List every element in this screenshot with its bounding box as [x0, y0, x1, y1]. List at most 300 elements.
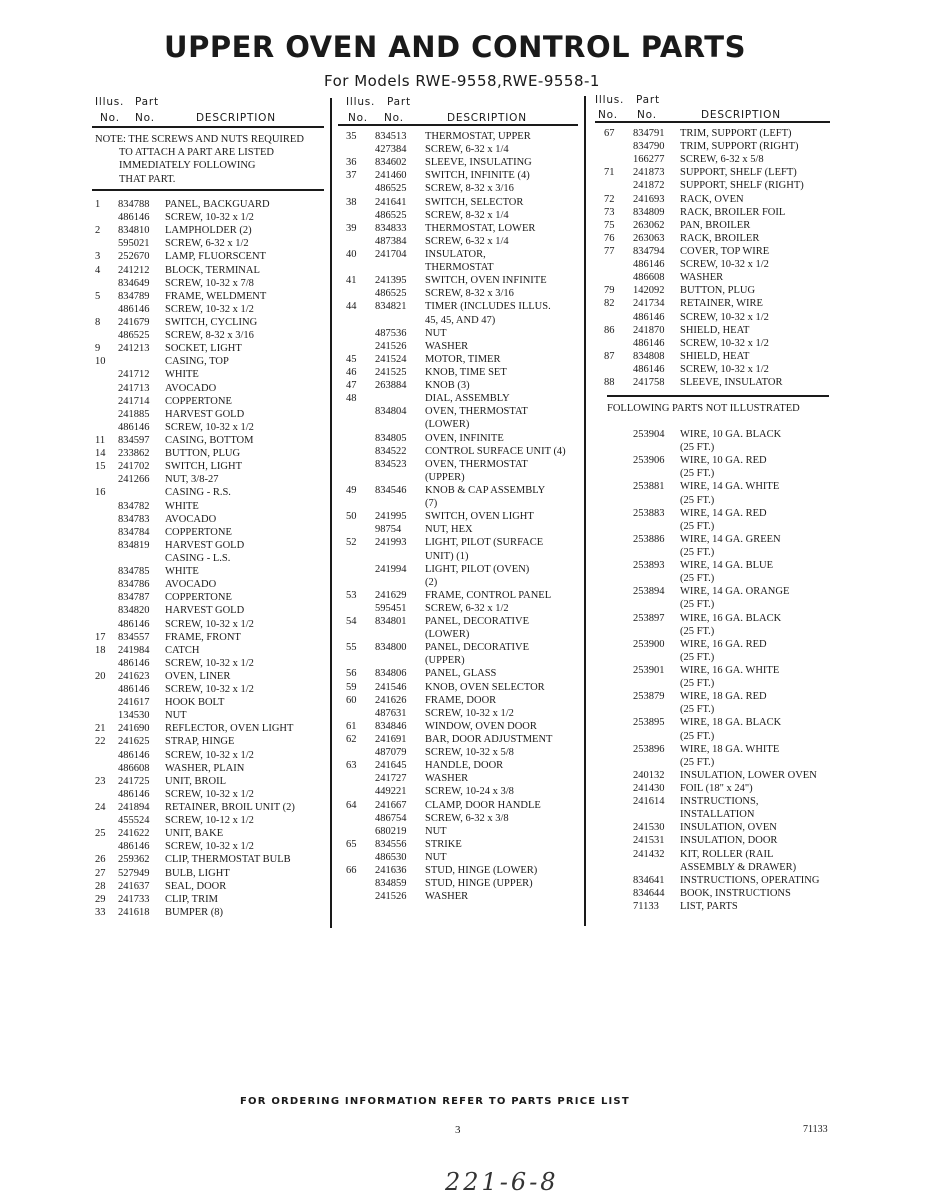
- part-no: 834801: [375, 616, 407, 628]
- description: BOOK, INSTRUCTIONS: [680, 887, 791, 899]
- description: COPPERTONE: [165, 526, 232, 538]
- illus-no: 25: [95, 828, 106, 840]
- note-rule: [92, 189, 324, 191]
- part-no: 98754: [375, 524, 402, 536]
- description: STUD, HINGE (UPPER): [425, 878, 533, 890]
- table-row: [95, 513, 330, 526]
- part-no: 427384: [375, 144, 407, 156]
- description: RETAINER, WIRE: [680, 298, 763, 310]
- table-row: [346, 510, 584, 523]
- part-no: 834546: [375, 484, 407, 496]
- illus-no: 64: [346, 799, 357, 811]
- description: RACK, BROILER: [680, 232, 760, 244]
- description: UNIT) (1): [425, 550, 469, 562]
- part-no: 263062: [633, 219, 665, 231]
- header-description: DESCRIPTION: [196, 112, 276, 124]
- part-no: 253881: [633, 481, 665, 493]
- table-row: [604, 572, 834, 585]
- description: COVER, TOP WIRE: [680, 245, 770, 257]
- table-row: [604, 834, 834, 847]
- part-no: 241713: [118, 382, 150, 394]
- illus-no: 16: [95, 487, 106, 499]
- table-row: [95, 486, 330, 499]
- part-no: 834644: [633, 887, 665, 899]
- part-no: 241623: [118, 670, 150, 682]
- table-row: [604, 559, 834, 572]
- part-no: 834649: [118, 277, 150, 289]
- table-row: [604, 297, 834, 310]
- description: WIRE, 14 GA. RED: [680, 507, 767, 519]
- description: BUTTON, PLUG: [165, 448, 241, 460]
- table-row: [346, 615, 584, 628]
- illus-no: 61: [346, 720, 357, 732]
- part-no: 487631: [375, 707, 407, 719]
- table-row: [95, 618, 330, 631]
- illus-no: 71: [604, 167, 615, 179]
- table-row: [346, 641, 584, 654]
- description: (25 FT.): [680, 651, 715, 663]
- part-no: 834805: [375, 432, 407, 444]
- part-no: 486525: [375, 288, 407, 300]
- illus-no: 65: [346, 838, 357, 850]
- part-no: 834783: [118, 513, 150, 525]
- illus-no: 10: [95, 356, 106, 368]
- description: SCREW, 10-32 x 1/2: [165, 657, 254, 669]
- table-row: [604, 480, 834, 493]
- description: (25 FT.): [680, 442, 715, 454]
- doc-code: 71133: [803, 1124, 828, 1135]
- part-no: 834786: [118, 579, 150, 591]
- part-no: 134530: [118, 710, 150, 722]
- description: THERMOSTAT: [425, 262, 494, 274]
- description: OVEN, LINER: [165, 670, 231, 682]
- part-no: 241625: [118, 736, 150, 748]
- description: SCREW, 6-32 x 1/4: [425, 144, 509, 156]
- part-no: 241725: [118, 775, 150, 787]
- table-row: [95, 696, 330, 709]
- part-no: 241212: [118, 264, 150, 276]
- table-row: [346, 733, 584, 746]
- table-row: [95, 722, 330, 735]
- description: FRAME, DOOR: [425, 694, 497, 706]
- part-no: 253883: [633, 507, 665, 519]
- table-row: [95, 840, 330, 853]
- description: NUT: [425, 852, 447, 864]
- description: ASSEMBLY & DRAWER): [680, 861, 797, 873]
- table-row: [95, 316, 330, 329]
- illus-no: 4: [95, 264, 101, 276]
- part-no: 834513: [375, 131, 407, 142]
- illus-no: 23: [95, 775, 106, 787]
- part-no: 241636: [375, 865, 407, 877]
- part-no: 595021: [118, 238, 150, 250]
- header-part: Part: [387, 96, 411, 108]
- header-rule: [92, 126, 324, 128]
- part-no: 241641: [375, 196, 407, 208]
- part-no: 240132: [633, 769, 665, 781]
- description: SCREW, 8-32 x 3/16: [165, 330, 254, 342]
- header-no: No.: [384, 112, 404, 124]
- table-row: [95, 303, 330, 316]
- part-no: 834809: [633, 206, 665, 218]
- parts-column-3: [604, 127, 834, 389]
- part-no: 241531: [633, 835, 665, 847]
- illus-no: 11: [95, 434, 106, 446]
- part-no: 253904: [633, 429, 665, 440]
- part-no: 486146: [633, 259, 665, 271]
- part-no: 834859: [375, 878, 407, 890]
- header-illus: Illus.: [595, 94, 625, 106]
- description: UNIT, BROIL: [165, 775, 227, 787]
- description: LAMP, FLUORSCENT: [165, 251, 266, 263]
- description: OVEN, THERMOSTAT: [425, 458, 528, 470]
- illus-no: 77: [604, 245, 615, 257]
- description: SCREW, 10-32 x 1/2: [425, 707, 514, 719]
- table-row: [604, 612, 834, 625]
- description: WIRE, 14 GA. WHITE: [680, 481, 780, 493]
- part-no: 241691: [375, 734, 407, 746]
- description: SCREW, 8-32 x 3/16: [425, 183, 514, 195]
- illus-no: 54: [346, 616, 357, 628]
- table-row: [604, 193, 834, 206]
- description: LIGHT, PILOT (SURFACE: [425, 537, 544, 549]
- description: PAN, BROILER: [680, 219, 751, 231]
- part-no: 241994: [375, 563, 407, 575]
- table-row: [346, 353, 584, 366]
- part-no: 486608: [118, 762, 150, 774]
- table-row: [346, 825, 584, 838]
- table-row: [346, 182, 584, 195]
- part-no: 241712: [118, 369, 150, 381]
- table-row: [95, 198, 330, 211]
- table-row: [346, 432, 584, 445]
- illus-no: 60: [346, 694, 357, 706]
- part-no: 241629: [375, 589, 407, 601]
- table-row: [604, 782, 834, 795]
- description: KNOB, TIME SET: [425, 366, 507, 378]
- table-row: [604, 232, 834, 245]
- table-row: [604, 337, 834, 350]
- table-row: [95, 749, 330, 762]
- table-row: [346, 143, 584, 156]
- description: CLAMP, DOOR HANDLE: [425, 799, 541, 811]
- part-no: 241626: [375, 694, 407, 706]
- description: SCREW, 8-32 x 1/4: [425, 209, 509, 221]
- table-row: [346, 287, 584, 300]
- description: AVOCADO: [165, 579, 217, 591]
- table-row: [95, 644, 330, 657]
- illus-no: 3: [95, 251, 101, 263]
- table-row: [604, 324, 834, 337]
- description: SOCKET, LIGHT: [165, 343, 242, 355]
- table-row: [95, 631, 330, 644]
- table-row: [95, 827, 330, 840]
- part-no: 486146: [633, 311, 665, 323]
- part-no: 241266: [118, 474, 150, 486]
- header-no: No.: [100, 112, 120, 124]
- part-no: 241395: [375, 275, 407, 287]
- part-no: 241704: [375, 248, 407, 260]
- table-row: [346, 576, 584, 589]
- header-illus: Illus.: [95, 96, 125, 108]
- description: SWITCH, CYCLING: [165, 316, 258, 328]
- description: SWITCH, SELECTOR: [425, 196, 524, 208]
- table-row: [346, 759, 584, 772]
- table-row: [346, 838, 584, 851]
- description: TIMER (INCLUDES ILLUS.: [425, 301, 551, 313]
- part-no: 834833: [375, 222, 407, 234]
- part-no: 253897: [633, 612, 665, 624]
- table-row: [346, 589, 584, 602]
- illus-no: 53: [346, 589, 357, 601]
- column-divider: [330, 98, 332, 928]
- description: CASING, TOP: [165, 356, 229, 368]
- description: SHIELD, HEAT: [680, 324, 750, 336]
- table-row: [604, 861, 834, 874]
- table-row: [346, 654, 584, 667]
- part-no: 241872: [633, 180, 665, 192]
- table-row: [604, 651, 834, 664]
- part-no: 253901: [633, 664, 665, 676]
- table-row: [604, 140, 834, 153]
- part-no: 241618: [118, 906, 150, 918]
- header-no: No.: [598, 109, 618, 121]
- note-line: NOTE: THE SCREWS AND NUTS REQUIRED: [95, 134, 304, 145]
- illus-no: 55: [346, 642, 357, 654]
- table-row: [346, 471, 584, 484]
- description: SCREW, 10-32 x 7/8: [165, 277, 254, 289]
- description: SCREW, 10-32 x 1/2: [680, 259, 769, 271]
- description: WIRE, 18 GA. RED: [680, 691, 767, 703]
- description: NUT, HEX: [425, 524, 473, 536]
- table-row: [604, 166, 834, 179]
- description: SCREW, 6-32 x 1/2: [165, 238, 249, 250]
- part-no: 241525: [375, 366, 407, 378]
- part-no: 259362: [118, 854, 150, 866]
- illus-no: 62: [346, 734, 357, 746]
- note-line: TO ATTACH A PART ARE LISTED: [119, 147, 274, 159]
- description: (2): [425, 576, 438, 588]
- table-row: [604, 848, 834, 861]
- part-no: 834791: [633, 128, 665, 139]
- table-row: [95, 735, 330, 748]
- table-row: [604, 743, 834, 756]
- illus-no: 9: [95, 343, 101, 355]
- table-row: [604, 585, 834, 598]
- description: PANEL, DECORATIVE: [425, 616, 530, 628]
- description: SWITCH, OVEN INFINITE: [425, 275, 547, 287]
- page-title: UPPER OVEN AND CONTROL PARTS: [164, 30, 746, 64]
- part-no: 834794: [633, 245, 665, 257]
- description: SHIELD, HEAT: [680, 350, 750, 362]
- description: SWITCH, LIGHT: [165, 461, 242, 473]
- illus-no: 75: [604, 219, 615, 231]
- table-row: [604, 284, 834, 297]
- table-row: [346, 392, 584, 405]
- table-row: [346, 314, 584, 327]
- part-no: 834790: [633, 141, 665, 153]
- description: SWITCH, OVEN LIGHT: [425, 511, 534, 523]
- table-row: [604, 716, 834, 729]
- description: BULB, LIGHT: [165, 867, 230, 879]
- description: STUD, HINGE (LOWER): [425, 865, 538, 877]
- part-no: 241622: [118, 828, 150, 840]
- table-row: [346, 418, 584, 431]
- table-row: [604, 756, 834, 769]
- description: CONTROL SURFACE UNIT (4): [425, 445, 566, 457]
- description: HOOK BOLT: [165, 697, 225, 709]
- description: (25 FT.): [680, 546, 715, 558]
- description: COPPERTONE: [165, 395, 232, 407]
- description: NUT, 3/8-27: [165, 474, 219, 486]
- part-no: 486146: [118, 421, 150, 433]
- illus-no: 48: [346, 393, 357, 405]
- table-row: [95, 775, 330, 788]
- description: CLIP, THERMOSTAT BULB: [165, 854, 291, 866]
- part-no: 241524: [375, 353, 407, 365]
- description: NUT: [425, 825, 447, 837]
- part-no: 834804: [375, 406, 407, 418]
- description: CASING, BOTTOM: [165, 434, 254, 446]
- description: INSTRUCTIONS,: [680, 796, 759, 808]
- part-no: 527949: [118, 867, 150, 879]
- description: BAR, DOOR ADJUSTMENT: [425, 734, 553, 746]
- illus-no: 35: [346, 131, 357, 142]
- header-description: DESCRIPTION: [447, 112, 527, 124]
- part-no: 486146: [118, 212, 150, 224]
- part-no: 834557: [118, 631, 150, 643]
- part-no: 241546: [375, 681, 407, 693]
- description: SCREW, 6-32 x 5/8: [680, 154, 764, 166]
- illus-no: 41: [346, 275, 357, 287]
- table-row: [604, 441, 834, 454]
- table-row: [346, 169, 584, 182]
- table-row: [346, 812, 584, 825]
- description: SCREW, 10-32 x 1/2: [165, 788, 254, 800]
- part-no: 486530: [375, 852, 407, 864]
- header-description: DESCRIPTION: [701, 109, 781, 121]
- description: SUPPORT, SHELF (RIGHT): [680, 180, 804, 192]
- table-row: [604, 467, 834, 480]
- description: FRAME, CONTROL PANEL: [425, 589, 552, 601]
- illus-no: 88: [604, 377, 615, 389]
- table-row: [95, 342, 330, 355]
- table-row: [604, 533, 834, 546]
- description: SCREW, 8-32 x 3/16: [425, 288, 514, 300]
- part-no: 253886: [633, 533, 665, 545]
- table-row: [604, 258, 834, 271]
- part-no: 486146: [633, 337, 665, 349]
- part-no: 834810: [118, 225, 150, 237]
- description: SCREW, 10-32 x 1/2: [165, 421, 254, 433]
- description: BUMPER (8): [165, 906, 224, 918]
- table-row: [95, 211, 330, 224]
- description: WASHER, PLAIN: [165, 762, 245, 774]
- illus-no: 36: [346, 157, 357, 169]
- description: WASHER: [425, 340, 469, 352]
- part-no: 263063: [633, 232, 665, 244]
- table-row: [95, 604, 330, 617]
- part-no: 241714: [118, 395, 150, 407]
- table-row: [346, 130, 584, 143]
- illus-no: 72: [604, 193, 615, 205]
- table-row: [346, 222, 584, 235]
- table-row: [604, 507, 834, 520]
- part-no: 834819: [118, 539, 150, 551]
- part-no: 834788: [118, 199, 150, 210]
- table-row: [346, 445, 584, 458]
- description: (25 FT.): [680, 520, 715, 532]
- part-no: 834784: [118, 526, 150, 538]
- table-row: [604, 520, 834, 533]
- table-row: [346, 799, 584, 812]
- table-row: [346, 785, 584, 798]
- table-row: [95, 565, 330, 578]
- description: DIAL, ASSEMBLY: [425, 393, 510, 405]
- description: NUT: [165, 710, 187, 722]
- description: SCREW, 10-32 x 1/2: [165, 841, 254, 853]
- description: TRIM, SUPPORT (LEFT): [680, 128, 792, 139]
- table-row: [95, 329, 330, 342]
- description: SCREW, 10-32 x 1/2: [165, 684, 254, 696]
- table-row: [346, 274, 584, 287]
- header-part: Part: [135, 96, 159, 108]
- description: SCREW, 10-32 x 1/2: [165, 303, 254, 315]
- illus-no: 79: [604, 285, 615, 297]
- description: PANEL, DECORATIVE: [425, 642, 530, 654]
- table-row: [604, 428, 834, 441]
- part-no: 680219: [375, 825, 407, 837]
- description: BUTTON, PLUG: [680, 285, 756, 297]
- description: WINDOW, OVEN DOOR: [425, 720, 537, 732]
- note-line: THAT PART.: [119, 173, 176, 185]
- part-no: 486525: [375, 183, 407, 195]
- part-no: 253896: [633, 743, 665, 755]
- description: PANEL, GLASS: [425, 668, 497, 680]
- part-no: 834523: [375, 458, 407, 470]
- description: LIGHT, PILOT (OVEN): [425, 563, 530, 575]
- description: SCREW, 6-32 x 3/8: [425, 812, 509, 824]
- table-row: [604, 703, 834, 716]
- note-text: [95, 133, 304, 186]
- table-row: [604, 219, 834, 232]
- table-row: [604, 625, 834, 638]
- part-no: 834846: [375, 720, 407, 732]
- table-row: [346, 550, 584, 563]
- illus-no: 33: [95, 906, 106, 918]
- part-no: 834522: [375, 445, 407, 457]
- description: KIT, ROLLER (RAIL: [680, 848, 774, 860]
- part-no: 241526: [375, 340, 407, 352]
- description: WIRE, 16 GA. RED: [680, 638, 767, 650]
- part-no: 834602: [375, 157, 407, 169]
- illus-no: 47: [346, 380, 357, 392]
- illus-no: 66: [346, 865, 357, 877]
- table-row: [604, 153, 834, 166]
- table-row: [604, 677, 834, 690]
- description: CLIP, TRIM: [165, 893, 218, 905]
- part-no: 834806: [375, 668, 407, 680]
- part-no: 486146: [118, 749, 150, 761]
- part-no: 241690: [118, 723, 150, 735]
- table-row: [346, 405, 584, 418]
- description: STRAP, HINGE: [165, 736, 235, 748]
- description: SCREW, 10-32 x 1/2: [165, 749, 254, 761]
- illus-no: 8: [95, 316, 101, 328]
- table-row: [95, 277, 330, 290]
- not-illustrated-heading: FOLLOWING PARTS NOT ILLUSTRATED: [607, 403, 800, 414]
- illus-no: 28: [95, 880, 106, 892]
